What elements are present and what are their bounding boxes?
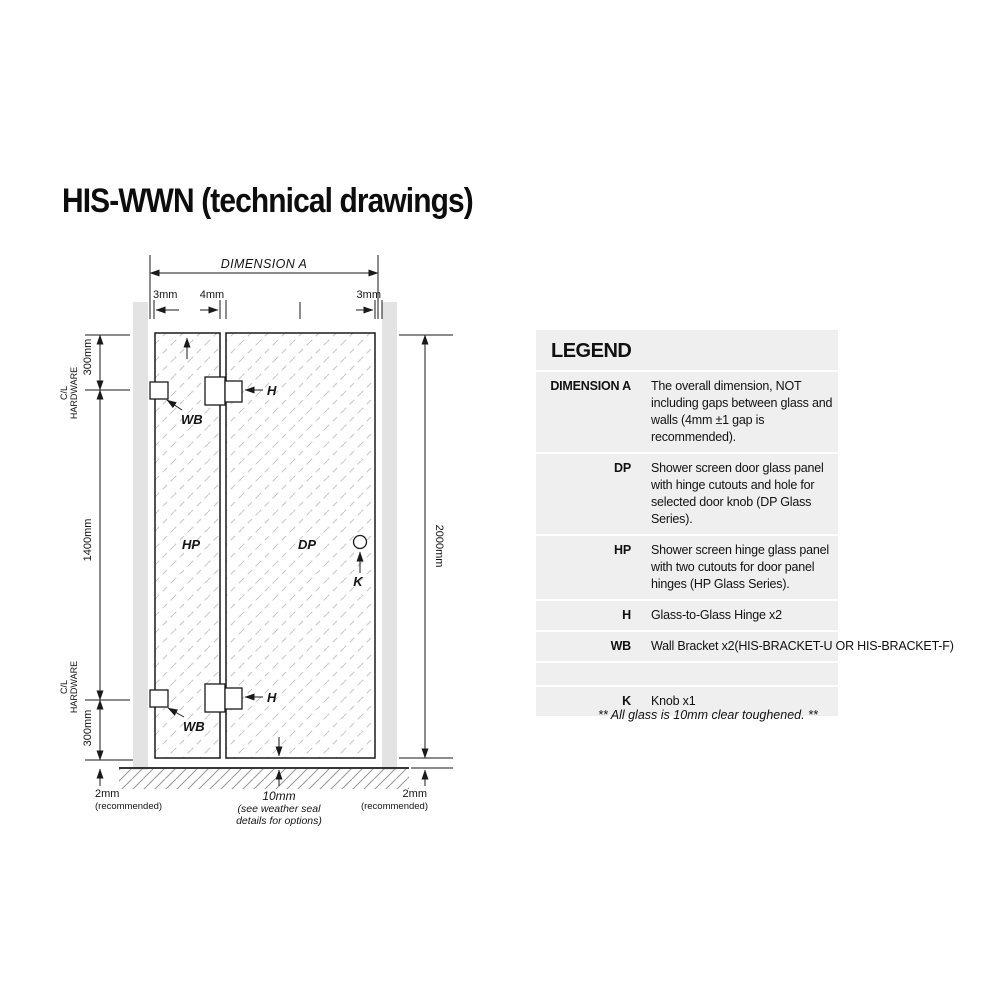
- legend-heading: LEGEND: [551, 340, 632, 362]
- legend-term: HP: [614, 543, 631, 557]
- technical-drawing-svg: [55, 240, 475, 840]
- door-floor-gap-label: 10mm: [262, 789, 296, 803]
- legend-row-dimension-a: [536, 370, 838, 452]
- legend-term: [536, 669, 631, 679]
- legend-desc: Wall Bracket x2(HIS-BRACKET-U OR HIS-BRACKET-F): [651, 639, 954, 653]
- legend-desc: [651, 669, 838, 679]
- legend-desc: Knob x1: [651, 694, 696, 708]
- legend-term: K: [622, 694, 631, 708]
- cl-hardware-bottom-line1: C/L: [59, 679, 69, 695]
- legend-row-empty: [536, 661, 838, 685]
- page-title: HIS-WWN (technical drawings): [62, 182, 473, 220]
- wall-bracket-bottom-label: WB: [183, 719, 205, 734]
- legend-desc: The overall dimension, NOT including gaps between glass and walls (4mm ±1 gap is recommended).: [651, 379, 833, 444]
- floor-gap-right-note: (recommended): [360, 801, 428, 812]
- hinge-panel-label: HP: [181, 537, 201, 552]
- technical-drawing: [55, 240, 475, 840]
- cl-hardware-top-line1: C/L: [59, 385, 69, 401]
- glass-footnote: ** All glass is 10mm clear toughened. **: [598, 708, 818, 722]
- legend-row-hp: [536, 534, 838, 599]
- door-floor-gap-note2: details for options): [236, 815, 322, 827]
- legend-term: H: [622, 608, 631, 622]
- legend-desc: Glass-to-Glass Hinge x2: [651, 608, 782, 622]
- wall-bracket-top-label: WB: [181, 412, 203, 427]
- legend-panel: [536, 330, 954, 716]
- legend-desc: Shower screen hinge glass panel with two cutouts for door panel hinges (HP Glass Series).: [651, 543, 829, 591]
- right-wall: [382, 302, 397, 770]
- legend-term: WB: [610, 639, 631, 653]
- gap-left-label: 3mm: [153, 289, 178, 301]
- legend-row-wb: [536, 630, 954, 661]
- dimension-a-label: DIMENSION A: [220, 257, 308, 271]
- offset-top-label: 300mm: [82, 338, 94, 376]
- hinge-top-label: H: [267, 383, 277, 398]
- floor-gap-left-note: (recommended): [95, 801, 163, 812]
- top-gap-dimensions: [153, 289, 382, 319]
- gap-right-label: 3mm: [356, 289, 381, 301]
- door-floor-gap-note1: (see weather seal: [237, 803, 321, 815]
- legend-term: DIMENSION A: [550, 379, 631, 393]
- floor-gap-right-label: 2mm: [402, 788, 427, 800]
- offset-bottom-label: 300mm: [82, 709, 94, 747]
- knob-label: K: [353, 574, 363, 589]
- gap-middle-label: 4mm: [199, 289, 225, 301]
- legend-desc: Shower screen door glass panel with hinge cutouts and hole for selected door knob (DP Glass Series).: [651, 461, 824, 526]
- dimension-a: [150, 255, 378, 319]
- left-wall: [133, 302, 148, 770]
- door-panel-label: DP: [297, 537, 317, 552]
- height-total-label: 2000mm: [433, 524, 445, 568]
- hinge-bottom-label: H: [267, 690, 277, 705]
- span-middle-label: 1400mm: [82, 518, 94, 562]
- legend-row-h: [536, 599, 838, 630]
- legend-term: DP: [614, 461, 631, 475]
- floor-hatch: [119, 769, 409, 789]
- cl-hardware-bottom-line2: HARDWARE: [69, 660, 79, 714]
- legend-row-dp: [536, 452, 838, 534]
- cl-hardware-top-line2: HARDWARE: [69, 366, 79, 420]
- floor-gap-left-label: 2mm: [95, 788, 120, 800]
